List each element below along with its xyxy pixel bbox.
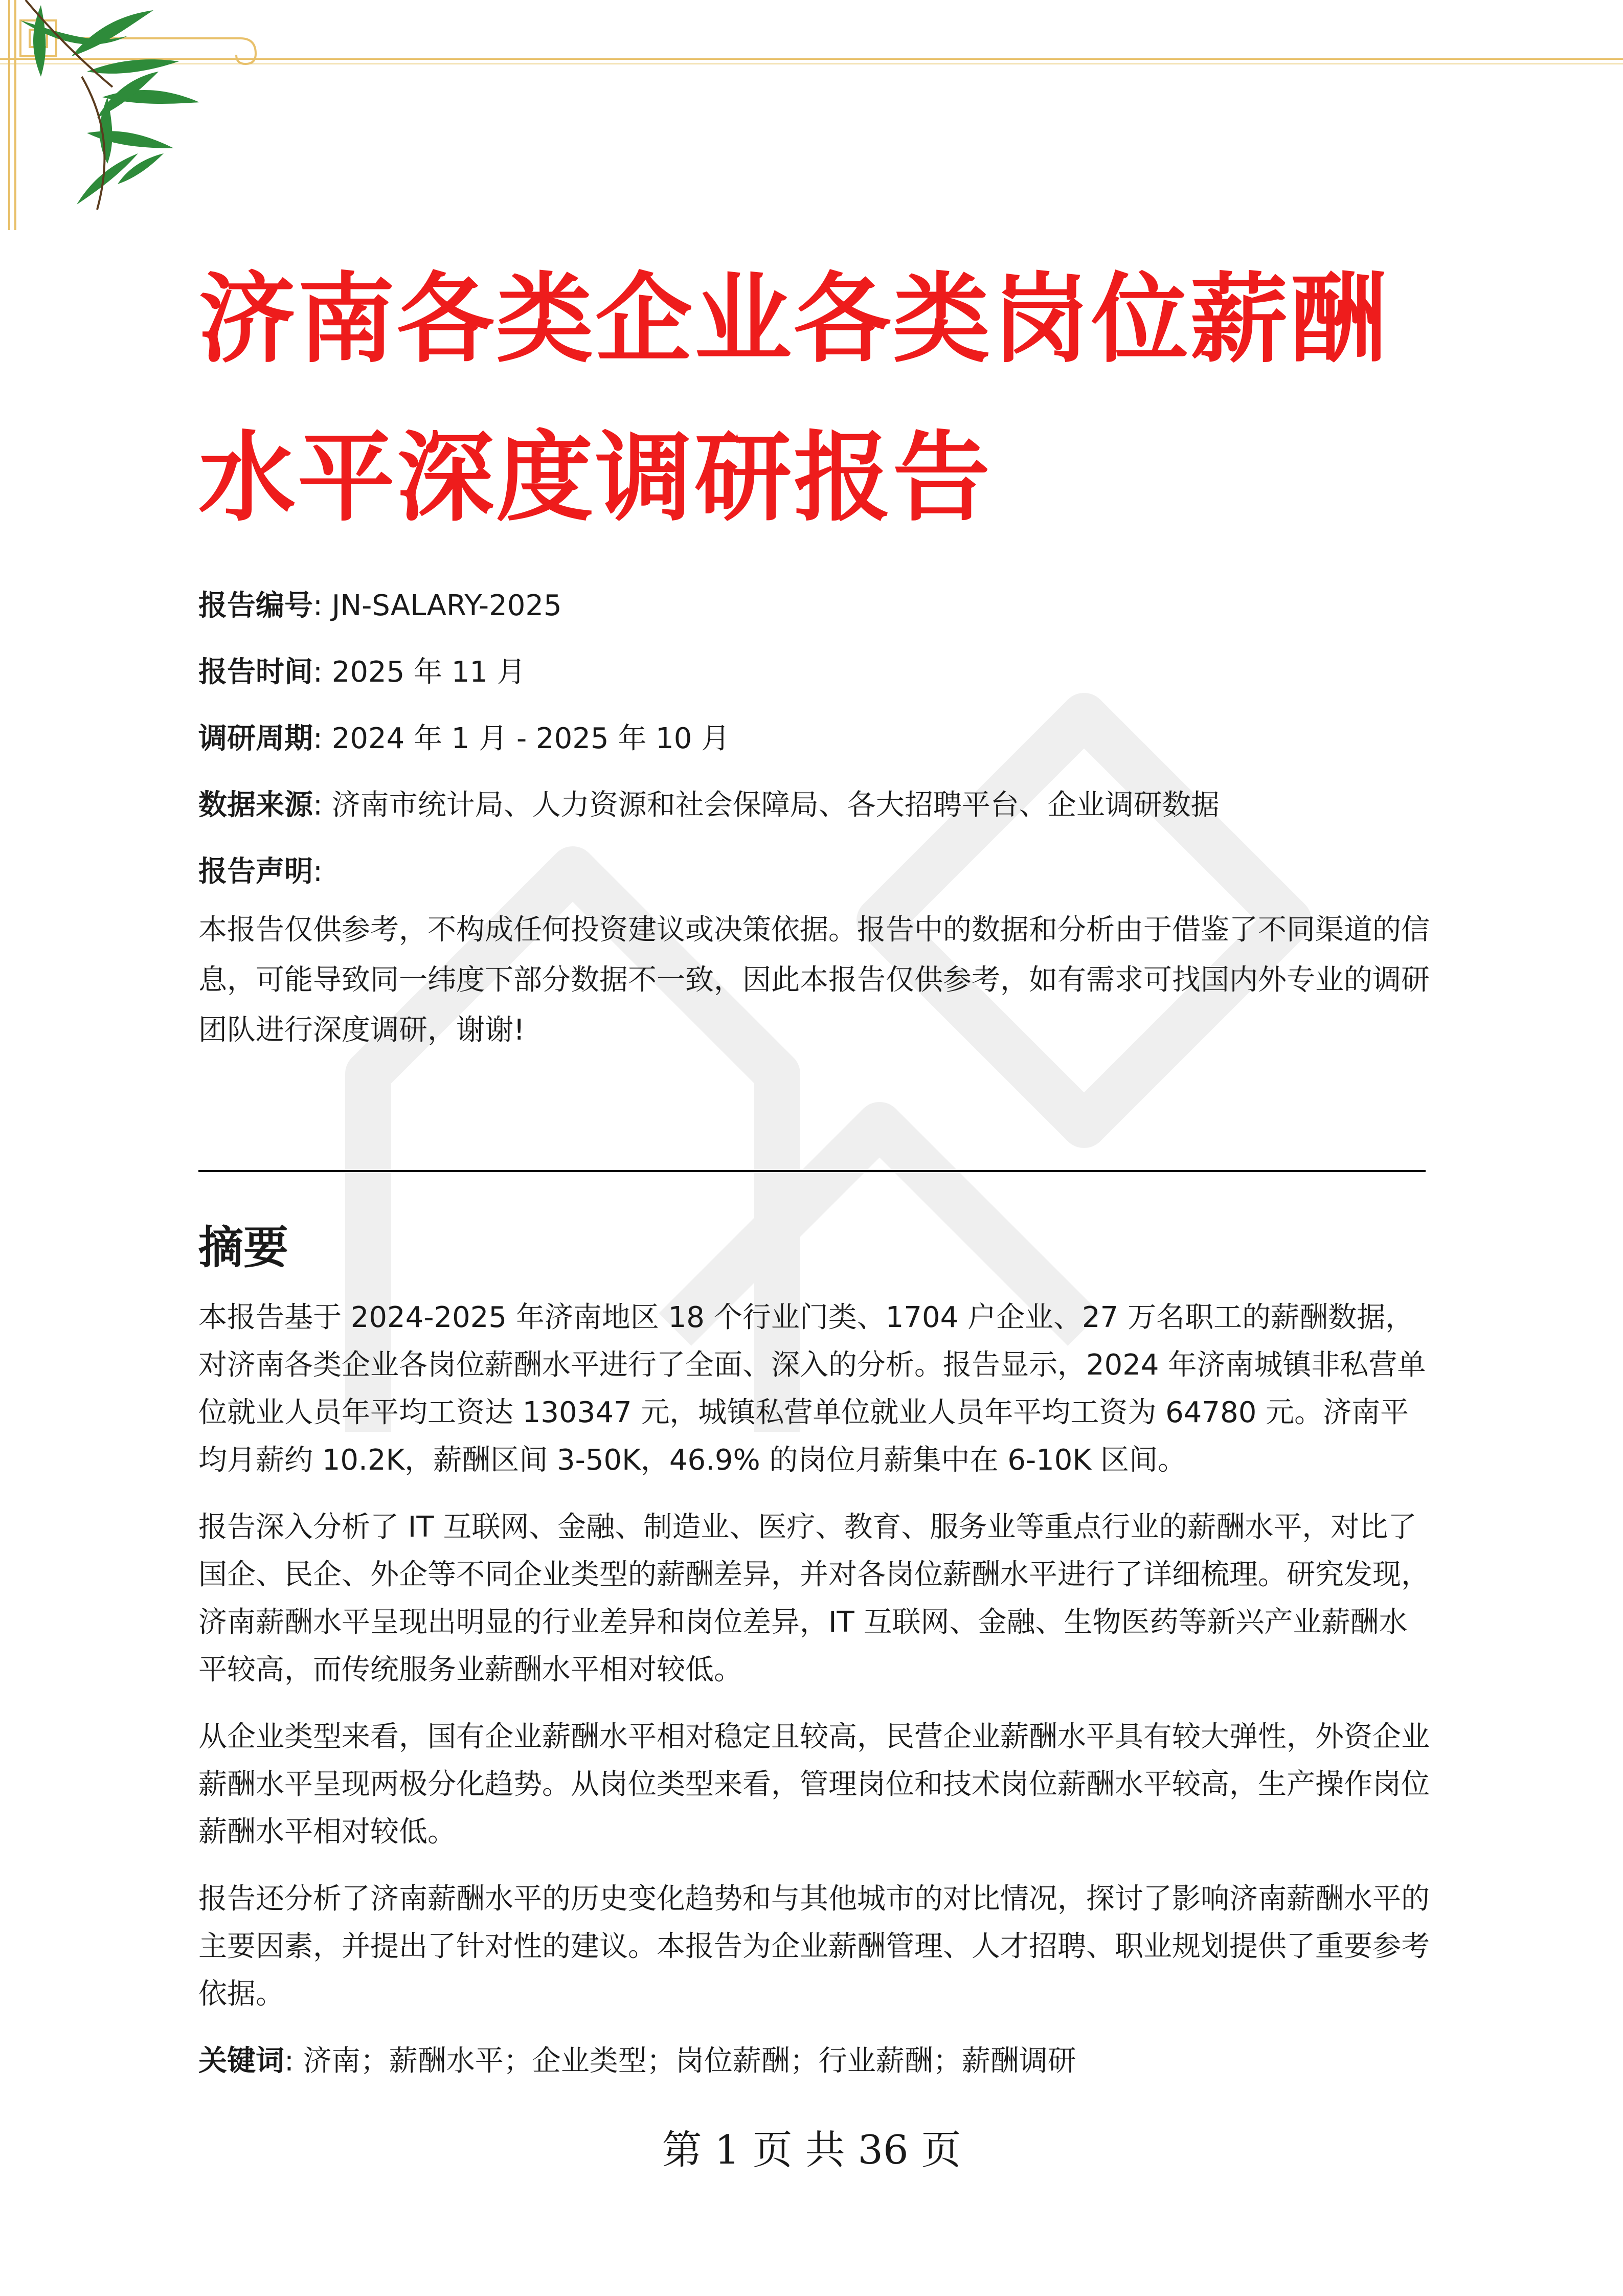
abstract-paragraph: 报告还分析了济南薪酬水平的历史变化趋势和与其他城市的对比情况，探讨了影响济南薪酬水平的主要因素，并提出了针对性的建议。本报告为企业薪酬管理、人才招聘、职业规划提供了重要参考依据。 — [198, 1882, 1430, 2011]
report-title: 济南各类企业各类岗位薪酬水平深度调研报告 — [198, 263, 1389, 534]
meta-row-survey-period — [198, 706, 1436, 772]
abstract-heading: 摘要 — [198, 1221, 289, 1274]
keywords — [198, 2037, 1436, 2085]
meta-label: 报告编号 — [198, 589, 313, 622]
meta-separator: : — [313, 589, 323, 622]
meta-label: 报告声明 — [198, 855, 313, 888]
keywords-label: 关键词 — [198, 2044, 284, 2078]
meta-label: 报告时间 — [198, 656, 313, 689]
abstract-paragraph: 从企业类型来看，国有企业薪酬水平相对稳定且较高，民营企业薪酬水平具有较大弹性，外资企业薪酬水平呈现两极分化趋势。从岗位类型来看，管理岗位和技术岗位薪酬水平较高，生产操作岗位薪酬水平相对较低。 — [198, 1720, 1430, 1849]
keywords-value: 济南；薪酬水平；企业类型；岗位薪酬；行业薪酬；薪酬调研 — [303, 2044, 1076, 2078]
meta-separator: : — [313, 656, 323, 689]
meta-row-report-time — [198, 639, 1436, 706]
meta-value: 济南市统计局、人力资源和社会保障局、各大招聘平台、企业调研数据 — [331, 789, 1220, 822]
meta-value: JN-SALARY-2025 — [331, 589, 562, 622]
meta-label: 数据来源 — [198, 789, 313, 822]
abstract-body — [198, 1294, 1436, 2085]
meta-row-report-id — [198, 573, 1436, 639]
page-number: 第 1 页 共 36 页 — [662, 2127, 961, 2173]
report-meta — [198, 573, 1436, 905]
meta-value: 2024 年 1 月 - 2025 年 10 月 — [331, 722, 730, 755]
disclaimer-text: 本报告仅供参考，不构成任何投资建议或决策依据。报告中的数据和分析由于借鉴了不同渠道的信息，可能导致同一纬度下部分数据不一致，因此本报告仅供参考，如有需求可找国内外专业的调研团队进行深度调研，谢谢! — [198, 913, 1430, 1047]
keywords-separator: : — [284, 2044, 294, 2078]
meta-value: 2025 年 11 月 — [331, 656, 526, 689]
meta-separator: : — [313, 789, 323, 822]
meta-label: 调研周期 — [198, 722, 313, 755]
meta-row-data-source — [198, 772, 1436, 839]
section-divider — [198, 1170, 1426, 1172]
abstract-paragraph: 本报告基于 2024-2025 年济南地区 18 个行业门类、1704 户企业、27 万名职工的薪酬数据，对济南各类企业各岗位薪酬水平进行了全面、深入的分析。报告显示，2024 年济南城镇非私营单位就业人员年平均工资达 130347 元，城镇私营单位就业人员年平均工资为 64780 元。济南平均月薪约 10.2K，薪酬区间 3-50K，46.9% 的岗位月薪集中在 6-10K 区间。 — [198, 1301, 1426, 1477]
meta-separator: : — [313, 722, 323, 755]
abstract-paragraph: 报告深入分析了 IT 互联网、金融、制造业、医疗、教育、服务业等重点行业的薪酬水平，对比了国企、民企、外企等不同企业类型的薪酬差异，并对各岗位薪酬水平进行了详细梳理。研究发现，济南薪酬水平呈现出明显的行业差异和岗位差异，IT 互联网、金融、生物医药等新兴产业薪酬水平较高，而传统服务业薪酬水平相对较低。 — [198, 1511, 1430, 1686]
meta-separator: : — [313, 855, 323, 888]
bamboo-decoration-icon — [10, 0, 225, 215]
meta-row-statement — [198, 839, 1436, 905]
